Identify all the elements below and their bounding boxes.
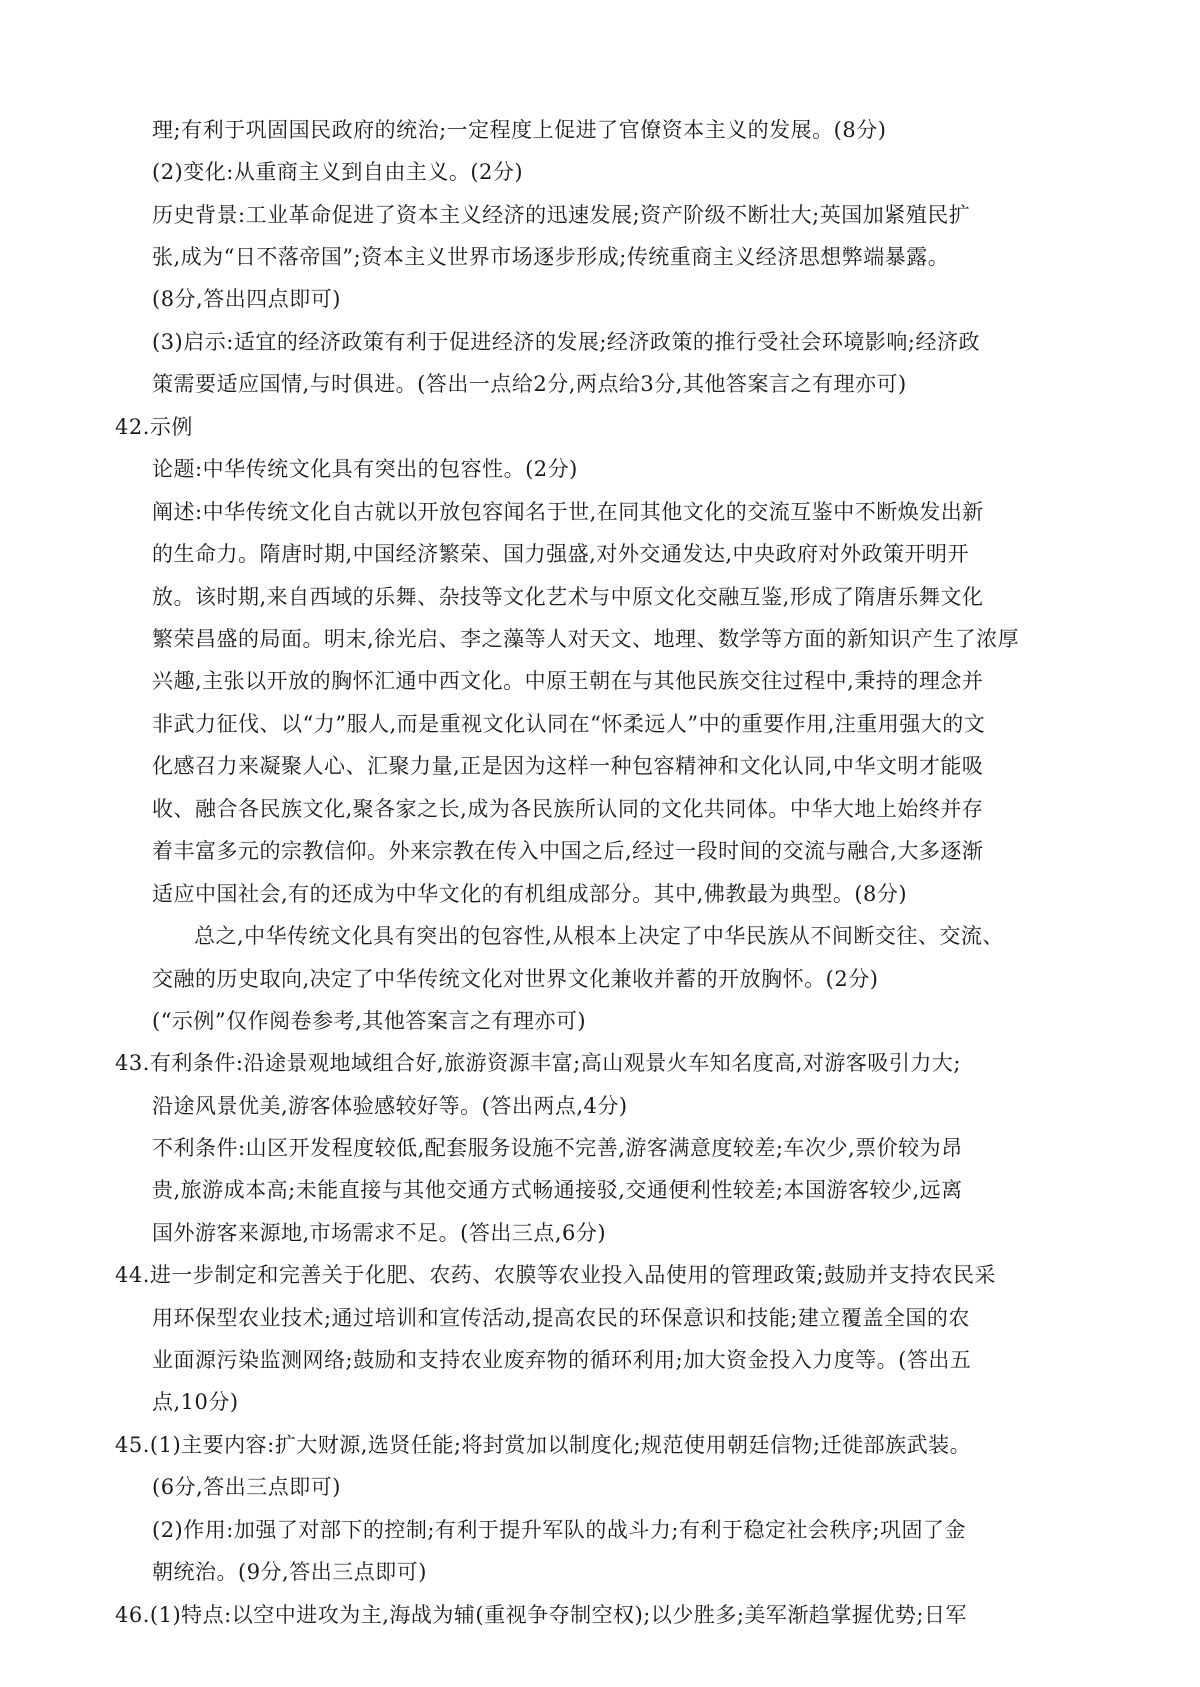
- text-line: 朝统治。(9分,答出三点即可): [152, 1560, 427, 1584]
- text-line: (2)变化:从重商主义到自由主义。(2分): [152, 160, 524, 184]
- text-line: 放。该时期,来自西域的乐舞、杂技等文化艺术与中原文化交融互鉴,形成了隋唐乐舞文化: [152, 585, 984, 609]
- text-line: 适应中国社会,有的还成为中华文化的有机组成部分。其中,佛教最为典型。(8分): [152, 882, 908, 906]
- text-line: 收、融合各民族文化,聚各家之长,成为各民族所认同的文化共同体。中华大地上始终并存: [152, 797, 984, 821]
- text-line: 着丰富多元的宗教信仰。外来宗教在传入中国之后,经过一段时间的交流与融合,大多逐渐: [152, 839, 984, 863]
- text-line: 交融的历史取向,决定了中华传统文化对世界文化兼收并蓄的开放胸怀。(2分): [152, 967, 879, 991]
- text-line: 化感召力来凝聚人心、汇聚力量,正是因为这样一种包容精神和文化认同,中华文明才能吸: [152, 754, 984, 778]
- text-line: (“示例”仅作阅卷参考,其他答案言之有理亦可): [152, 1009, 587, 1033]
- text-line: (6分,答出三点即可): [152, 1475, 341, 1499]
- text-line: 不利条件:山区开发程度较低,配套服务设施不完善,游客满意度较差;车次少,票价较为昂: [152, 1136, 963, 1160]
- text-line: 贵,旅游成本高;未能直接与其他交通方式畅通接驳,交通便利性较差;本国游客较少,远离: [152, 1178, 963, 1202]
- text-line: 论题:中华传统文化具有突出的包容性。(2分): [152, 457, 578, 481]
- text-line: (8分,答出四点即可): [152, 287, 341, 311]
- text-line: 策需要适应国情,与时俱进。(答出一点给2分,两点给3分,其他答案言之有理亦可): [152, 372, 907, 396]
- text-line: 沿途风景优美,游客体验感较好等。(答出两点,4分): [152, 1094, 628, 1118]
- text-line: (2)作用:加强了对部下的控制;有利于提升军队的战斗力;有利于稳定社会秩序;巩固了金: [152, 1518, 967, 1542]
- text-line: 兴趣,主张以开放的胸怀汇通中西文化。中原王朝在与其他民族交往过程中,秉持的理念并: [152, 669, 984, 693]
- text-line: 张,成为“日不落帝国”;资本主义世界市场逐步形成;传统重商主义经济思想弊端暴露。: [152, 245, 950, 269]
- question-45-line: 45.(1)主要内容:扩大财源,选贤任能;将封赏加以制度化;规范使用朝廷信物;迁徙部族武装。: [115, 1433, 972, 1457]
- question-44-line: 44.进一步制定和完善关于化肥、农药、农膜等农业投入品使用的管理政策;鼓励并支持农民采: [115, 1263, 996, 1287]
- question-42-heading: 42.示例: [115, 415, 193, 439]
- question-46-line: 46.(1)特点:以空中进攻为主,海战为辅(重视争夺制空权);以少胜多;美军渐趋掌握优势;日军: [115, 1603, 968, 1627]
- text-line: 点,10分): [152, 1390, 239, 1414]
- text-line: 用环保型农业技术;通过培训和宣传活动,提高农民的环保意识和技能;建立覆盖全国的农: [152, 1306, 970, 1330]
- text-line: (3)启示:适宜的经济政策有利于促进经济的发展;经济政策的推行受社会环境影响;经济政: [152, 330, 980, 354]
- text-line: 国外游客来源地,市场需求不足。(答出三点,6分): [152, 1221, 607, 1245]
- text-line: 业面源污染监测网络;鼓励和支持农业废弃物的循环利用;加大资金投入力度等。(答出五: [152, 1348, 972, 1372]
- text-line: 非武力征伐、以“力”服人,而是重视文化认同在“怀柔远人”中的重要作用,注重用强大的文: [152, 712, 986, 736]
- text-line: 历史背景:工业革命促进了资本主义经济的迅速发展;资产阶级不断壮大;英国加紧殖民扩: [152, 203, 971, 227]
- text-line: 繁荣昌盛的局面。明末,徐光启、李之藻等人对天文、地理、数学等方面的新知识产生了浓厚: [152, 627, 1020, 651]
- text-line: 总之,中华传统文化具有突出的包容性,从根本上决定了中华民族从不间断交往、交流、: [194, 924, 1004, 948]
- text-line: 的生命力。隋唐时期,中国经济繁荣、国力强盛,对外交通发达,中央政府对外政策开明开: [152, 542, 970, 566]
- text-line: 阐述:中华传统文化自古就以开放包容闻名于世,在同其他文化的交流互鉴中不断焕发出新: [152, 500, 984, 524]
- text-line: 理;有利于巩固国民政府的统治;一定程度上促进了官僚资本主义的发展。(8分): [152, 118, 887, 142]
- question-43-line: 43.有利条件:沿途景观地域组合好,旅游资源丰富;高山观景火车知名度高,对游客吸引力大;: [115, 1051, 961, 1075]
